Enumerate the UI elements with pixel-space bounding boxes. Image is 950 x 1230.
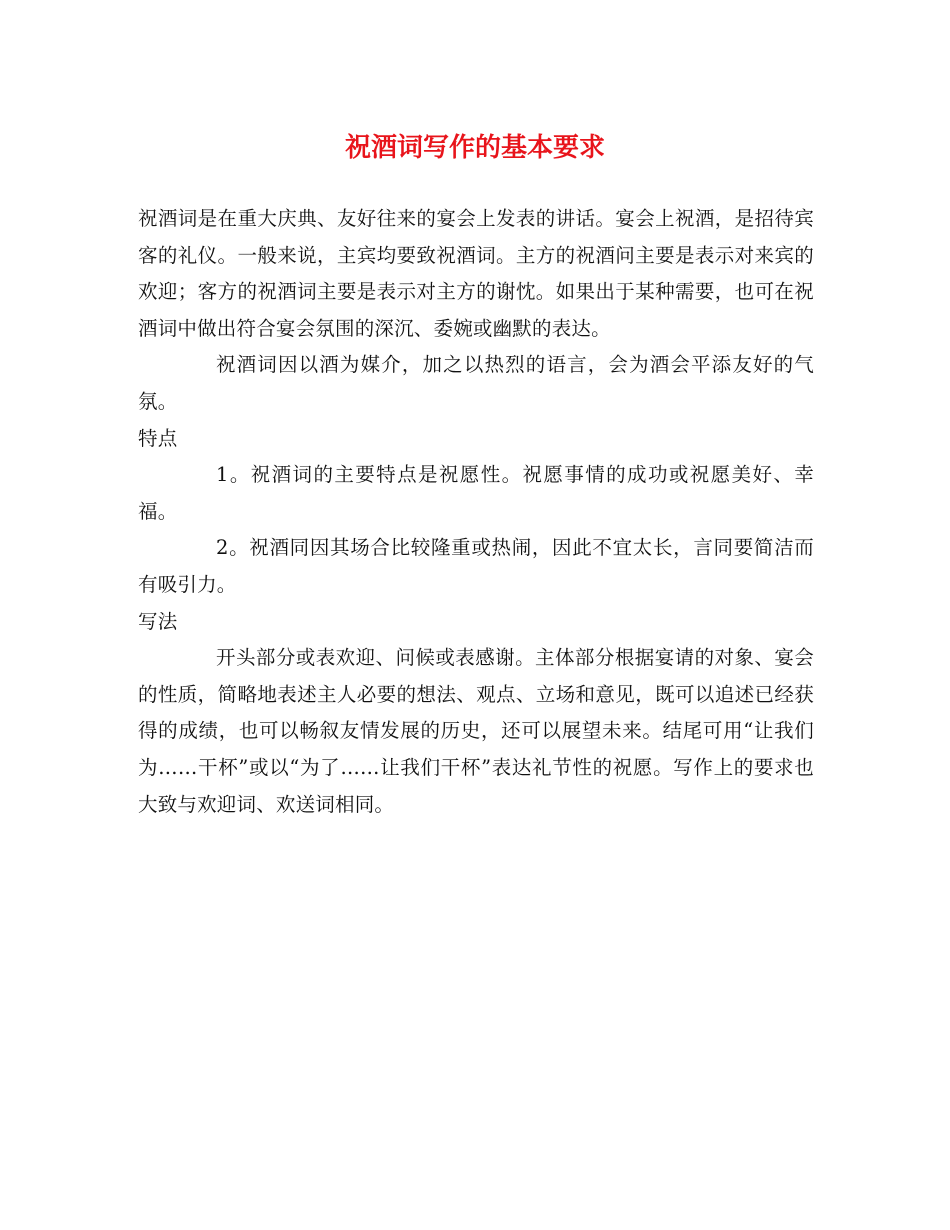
intro-paragraph-2: 祝酒词因以酒为媒介，加之以热烈的语言，会为酒会平添友好的气氛。: [138, 353, 814, 413]
feature-item-1: 1。祝酒词的主要特点是祝愿性。祝愿事情的成功或祝愿美好、幸福。: [138, 463, 814, 523]
intro-paragraph: 祝酒词是在重大庆典、友好往来的宴会上发表的讲话。宴会上祝酒，是招待宾客的礼仪。一般来说，主宾均要致祝酒词。主方的祝酒问主要是表示对来宾的欢迎；客方的祝酒词主要是表示对主方的谢忱。如果出于某种需要，也可在祝酒词中做出符合宴会氛围的深沉、委婉或幽默的表达。: [138, 207, 814, 340]
feature-item-2: 2。祝酒同因其场合比较隆重或热闹，因此不宜太长，言同要简洁而有吸引力。: [138, 536, 814, 596]
writing-paragraph: 开头部分或表欢迎、问候或表感谢。主体部分根据宴请的对象、宴会的性质，简略地表述主人必要的想法、观点、立场和意见，既可以追述已经获得的成绩，也可以畅叙友情发展的历史，还可以展望未来。结尾可用“让我们为……干杯”或以“为了……让我们干杯”表达礼节性的祝愿。写作上的要求也大致与欢迎词、欢送词相同。: [138, 646, 814, 816]
document-body: [138, 201, 814, 823]
section-heading-writing: 写法: [138, 609, 178, 633]
document-title: 祝酒词写作的基本要求: [344, 133, 605, 163]
section-heading-features: 特点: [138, 426, 178, 450]
